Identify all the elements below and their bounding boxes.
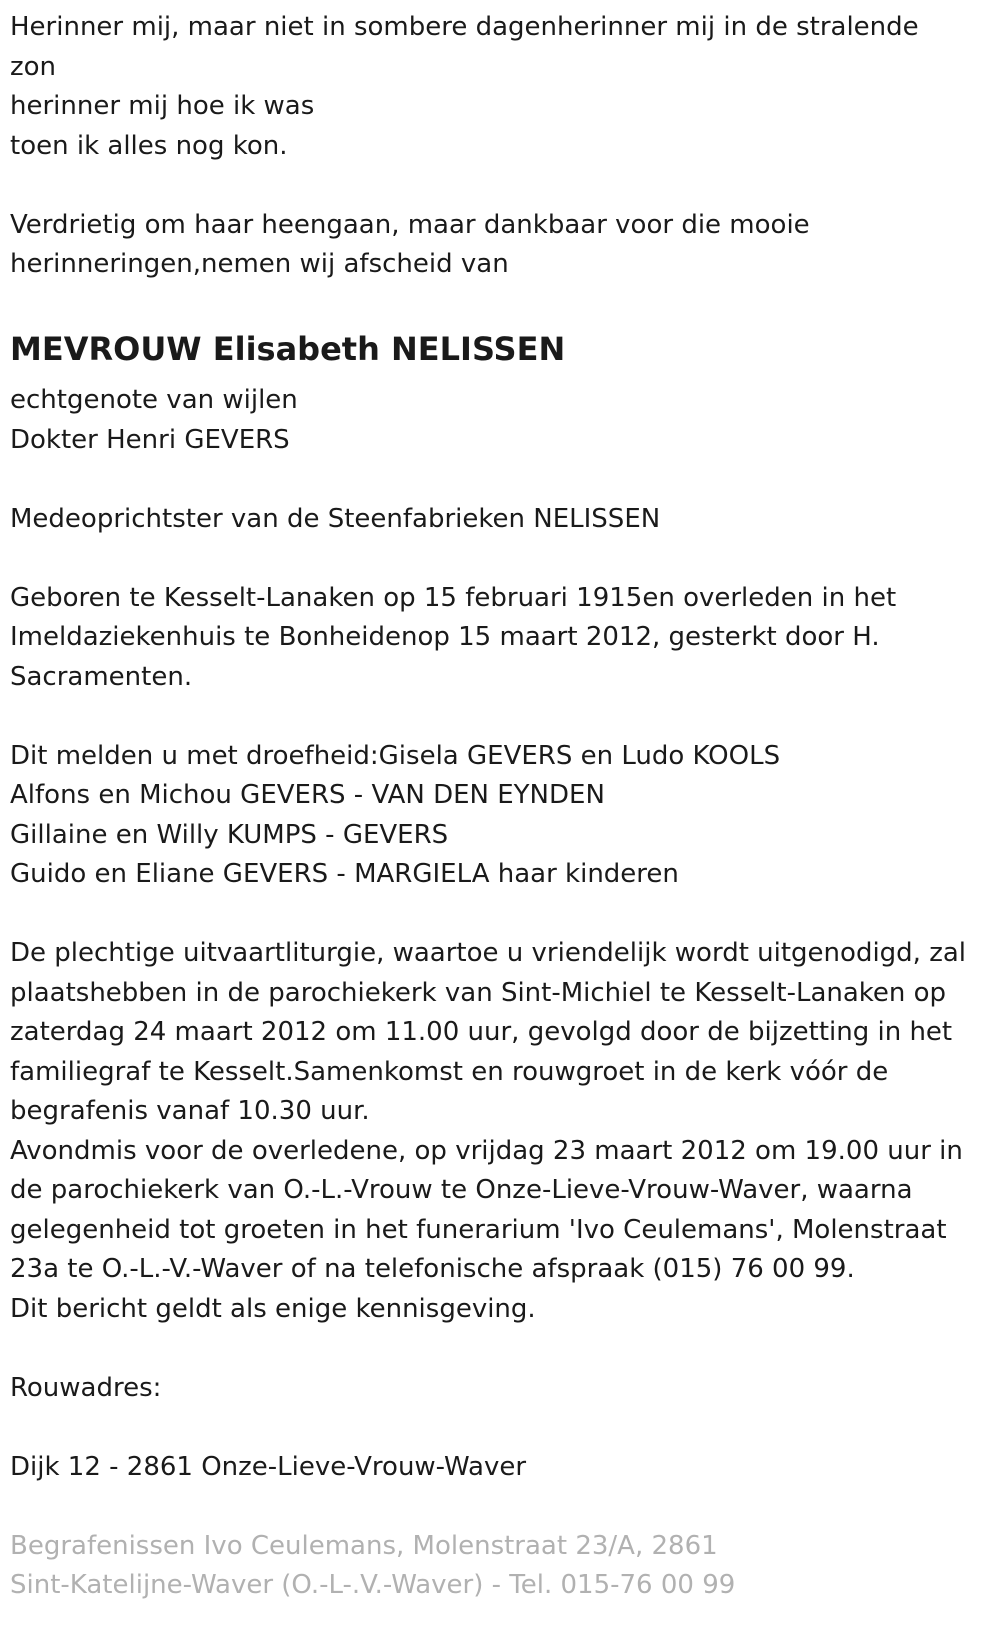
intro-line: Verdrietig om haar heengaan, maar dankbaar voor die mooie [10, 209, 810, 240]
ceremony-line: Avondmis voor de overledene, op vrijdag 23 maart 2012 om 19.00 uur in [10, 1135, 963, 1166]
rouwadres-label: Rouwadres: [10, 1372, 162, 1403]
rouwadres-label-block [10, 1369, 990, 1409]
ceremony-line: begrafenis vanaf 10.30 uur. [10, 1096, 370, 1126]
funeral-home-line: Begrafenissen Ivo Ceulemans, Molenstraat 23/A, 2861 [10, 1530, 718, 1561]
poem-line: Herinner mij, maar niet in sombere dagenherinner mij in de stralende [10, 12, 919, 42]
poem-line: toen ik alles nog kon. [10, 130, 288, 161]
ceremony-line: de parochiekerk van O.-L.-Vrouw te Onze-Lieve-Vrouw-Waver, waarna [10, 1175, 913, 1205]
ceremony-line: gelegenheid tot groeten in het funerarium 'Ivo Ceulemans', Molenstraat [10, 1214, 947, 1245]
role-block [10, 500, 990, 540]
ceremony-line: plaatshebben in de parochiekerk van Sint-Michiel te Kesselt-Lanaken op [10, 977, 947, 1008]
ceremony-line: Dit bericht geldt als enige kennisgeving. [10, 1293, 536, 1324]
intro-block [10, 206, 990, 285]
relation-line: Dokter Henri GEVERS [10, 424, 290, 455]
deceased-name-heading: MEVROUW Elisabeth NELISSEN [10, 330, 566, 368]
ceremony-line: familiegraf te Kesselt.Samenkomst en rouwgroet in de kerk vóór de [10, 1056, 889, 1087]
funeral-home-footer [10, 1527, 990, 1606]
poem-line: zon [10, 51, 57, 82]
family-line: Guido en Eliane GEVERS - MARGIELA haar kinderen [10, 859, 679, 889]
relation-line: echtgenote van wijlen [10, 385, 298, 415]
rouwadres-address-block [10, 1448, 990, 1488]
life-dates-line: Imeldaziekenhuis te Bonheidenop 15 maart 2012, gesterkt door H. [10, 622, 880, 652]
ceremony-block [10, 934, 990, 1329]
ceremony-line: zaterdag 24 maart 2012 om 11.00 uur, gevolgd door de bijzetting in het [10, 1017, 953, 1047]
family-line: Gillaine en Willy KUMPS - GEVERS [10, 819, 449, 850]
ceremony-line: 23a te O.-L.-V.-Waver of na telefonische afspraak (015) 76 00 99. [10, 1254, 855, 1284]
poem-block [10, 8, 990, 166]
life-dates-line: Geboren te Kesselt-Lanaken op 15 februari 1915en overleden in het [10, 582, 897, 613]
role-line: Medeoprichtster van de Steenfabrieken NELISSEN [10, 503, 661, 534]
poem-line: herinner mij hoe ik was [10, 91, 315, 121]
life-dates-block [10, 579, 990, 698]
rouwadres-address: Dijk 12 - 2861 Onze-Lieve-Vrouw-Waver [10, 1451, 527, 1482]
life-dates-line: Sacramenten. [10, 661, 193, 692]
ceremony-line: De plechtige uitvaartliturgie, waartoe u vriendelijk wordt uitgenodigd, zal [10, 938, 967, 968]
family-line: Dit melden u met droefheid:Gisela GEVERS en Ludo KOOLS [10, 740, 781, 771]
intro-line: herinneringen,nemen wij afscheid van [10, 249, 509, 279]
funeral-home-line: Sint-Katelijne-Waver (O.-L-.V.-Waver) - Tel. 015-76 00 99 [10, 1570, 736, 1600]
family-line: Alfons en Michou GEVERS - VAN DEN EYNDEN [10, 780, 605, 810]
family-block [10, 737, 990, 895]
relation-block [10, 381, 990, 460]
